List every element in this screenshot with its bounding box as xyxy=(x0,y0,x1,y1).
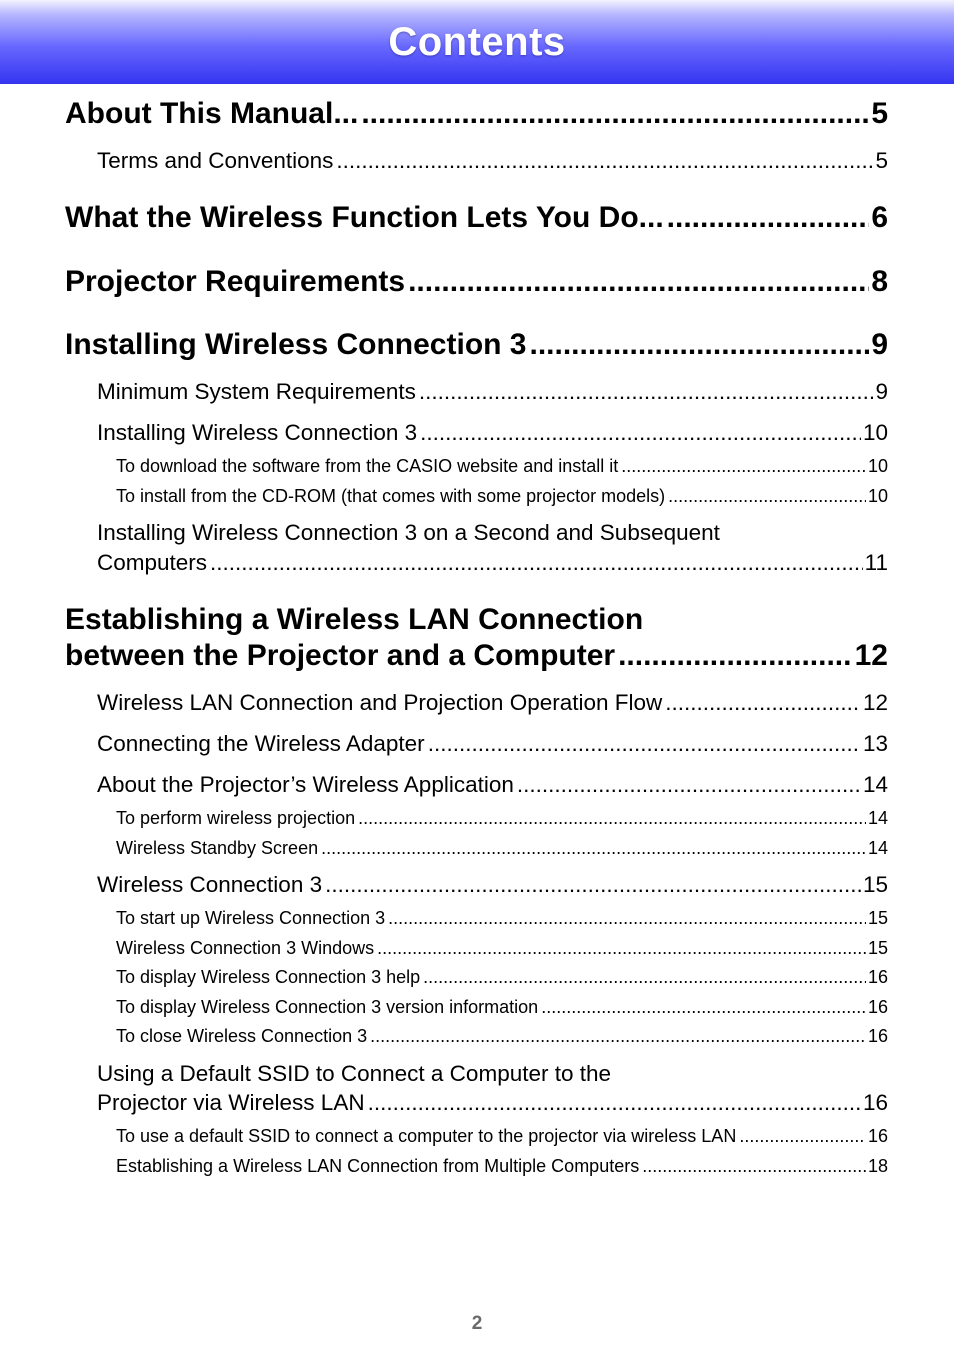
dot-leader xyxy=(618,639,853,673)
toc-entry-label: Wireless LAN Connection and Projection Operation Flow xyxy=(97,690,663,715)
dot-leader xyxy=(541,997,866,1018)
toc-entry-page: 5 xyxy=(871,97,888,130)
dot-leader xyxy=(739,1126,866,1147)
toc-entry-default-ssid[interactable] xyxy=(97,1090,888,1116)
dot-leader xyxy=(668,486,866,507)
toc-entry-establishing-wlan[interactable] xyxy=(65,639,888,673)
toc-entry-page: 16 xyxy=(867,967,888,987)
toc-entry-label: Installing Wireless Connection 3 xyxy=(97,420,418,445)
toc-entry-page: 8 xyxy=(871,265,888,298)
toc-entry-label: Connecting the Wireless Adapter xyxy=(97,731,425,756)
dot-leader xyxy=(361,97,869,131)
toc-entry-label: What the Wireless Function Lets You Do... xyxy=(65,201,664,234)
toc-entry-terms-and-conventions[interactable] xyxy=(97,148,888,174)
dot-leader xyxy=(368,1090,861,1116)
toc-entry-page: 16 xyxy=(862,1090,888,1115)
toc-entry-label: About This Manual... xyxy=(65,97,359,130)
toc-entry-label: Wireless Connection 3 Windows xyxy=(116,938,375,958)
toc-entry-connecting-adapter[interactable] xyxy=(97,731,888,757)
toc-entry-close[interactable] xyxy=(116,1026,888,1047)
toc-entry-label: To display Wireless Connection 3 version information xyxy=(116,997,539,1017)
dot-leader xyxy=(517,772,861,798)
toc-entry-page: 5 xyxy=(875,148,888,173)
toc-entry-multiple-computers[interactable] xyxy=(116,1156,888,1177)
dot-leader xyxy=(420,420,861,446)
toc-entry-download-from-website[interactable] xyxy=(116,456,888,477)
toc-entry-windows[interactable] xyxy=(116,938,888,959)
toc-entry-page: 10 xyxy=(867,486,888,506)
toc-entry-label: Projector via Wireless LAN xyxy=(97,1090,365,1115)
toc-entry-label: To install from the CD-ROM (that comes with some projector models) xyxy=(116,486,666,506)
toc-entry-page: 10 xyxy=(867,456,888,476)
toc-entry-display-help[interactable] xyxy=(116,967,888,988)
toc-entry-page: 6 xyxy=(871,201,888,234)
dot-leader xyxy=(358,808,866,829)
toc-entry-label: Minimum System Requirements xyxy=(97,379,416,404)
toc-entry-page: 16 xyxy=(867,1026,888,1046)
toc-entry-page: 14 xyxy=(867,808,888,828)
dot-leader xyxy=(529,328,869,362)
toc-entry-page: 15 xyxy=(862,872,888,897)
dot-leader xyxy=(388,908,866,929)
toc-entry-label: About the Projector’s Wireless Application xyxy=(97,772,514,797)
toc-entry-projector-wireless-application[interactable] xyxy=(97,772,888,798)
toc-entry-label: To close Wireless Connection 3 xyxy=(116,1026,368,1046)
toc-entry-about-this-manual[interactable] xyxy=(65,97,888,131)
toc-entry-label: Projector Requirements xyxy=(65,265,406,298)
toc-entry-operation-flow[interactable] xyxy=(97,690,888,716)
toc-entry-page: 14 xyxy=(862,772,888,797)
toc-entry-page: 12 xyxy=(862,690,888,715)
toc-entry-page: 15 xyxy=(867,908,888,928)
toc-entry-page: 16 xyxy=(867,997,888,1017)
toc-entry-second-computers-line1[interactable]: Installing Wireless Connection 3 on a Second and Subsequent xyxy=(97,520,720,545)
toc-entry-page: 18 xyxy=(867,1156,888,1176)
dot-leader xyxy=(667,201,870,235)
dot-leader xyxy=(325,872,861,898)
toc-entry-projector-requirements[interactable] xyxy=(65,265,888,299)
toc-entry-page: 16 xyxy=(867,1126,888,1146)
toc-entry-establishing-wlan-line1[interactable]: Establishing a Wireless LAN Connection xyxy=(65,603,644,636)
toc-entry-page: 15 xyxy=(867,938,888,958)
dot-leader xyxy=(423,967,866,988)
toc-entry-page: 11 xyxy=(864,550,888,575)
toc-entry-label: between the Projector and a Computer xyxy=(65,639,616,672)
toc-entry-label: To start up Wireless Connection 3 xyxy=(116,908,386,928)
toc-entry-display-version[interactable] xyxy=(116,997,888,1018)
dot-leader xyxy=(621,456,866,477)
toc-entry-default-ssid-line1[interactable]: Using a Default SSID to Connect a Computer to the xyxy=(97,1061,612,1086)
toc-entry-install-from-cd-rom[interactable] xyxy=(116,486,888,507)
dot-leader xyxy=(336,148,873,174)
toc-entry-label: To download the software from the CASIO website and install it xyxy=(116,456,619,476)
dot-leader xyxy=(642,1156,866,1177)
toc-entry-wireless-standby-screen[interactable] xyxy=(116,838,888,859)
dot-leader xyxy=(428,731,861,757)
toc-entry-second-computers[interactable] xyxy=(97,550,888,576)
page-title: Contents xyxy=(388,19,566,64)
page-number: 2 xyxy=(471,1313,483,1334)
toc-entry-label: To perform wireless projection xyxy=(116,808,356,828)
toc-entry-start-up[interactable] xyxy=(116,908,888,929)
dot-leader xyxy=(377,938,866,959)
dot-leader xyxy=(321,838,866,859)
toc-entry-page: 10 xyxy=(862,420,888,445)
toc-entry-label: Establishing a Wireless LAN Connection from Multiple Computers xyxy=(116,1156,640,1176)
toc-entry-page: 9 xyxy=(875,379,888,404)
toc-entry-perform-wireless-projection[interactable] xyxy=(116,808,888,829)
toc-entry-page: 13 xyxy=(862,731,888,756)
toc-entry-label: Installing Wireless Connection 3 xyxy=(65,328,527,361)
toc-entry-installing-wireless-connection-sub[interactable] xyxy=(97,420,888,446)
toc-entry-page: 14 xyxy=(867,838,888,858)
toc-entry-use-default-ssid[interactable] xyxy=(116,1126,888,1147)
toc-entry-label: Wireless Connection 3 xyxy=(97,872,323,897)
contents-banner xyxy=(0,0,954,84)
dot-leader xyxy=(408,265,869,299)
dot-leader xyxy=(419,379,874,405)
toc-entry-installing-wireless-connection[interactable] xyxy=(65,328,888,362)
toc-entry-wireless-connection-3[interactable] xyxy=(97,872,888,898)
dot-leader xyxy=(665,690,861,716)
toc-entry-label: Computers xyxy=(97,550,208,575)
dot-leader xyxy=(370,1026,866,1047)
toc-entry-page: 9 xyxy=(871,328,888,361)
toc-entry-wireless-function[interactable] xyxy=(65,201,888,235)
toc-entry-label: To use a default SSID to connect a computer to the projector via wireless LAN xyxy=(116,1126,737,1146)
toc-entry-page: 12 xyxy=(854,639,888,672)
toc-entry-label: Terms and Conventions xyxy=(97,148,334,173)
dot-leader xyxy=(210,550,863,576)
toc-entry-label: Wireless Standby Screen xyxy=(116,838,319,858)
toc-entry-minimum-system-requirements[interactable] xyxy=(97,379,888,405)
toc-entry-label: To display Wireless Connection 3 help xyxy=(116,967,421,987)
